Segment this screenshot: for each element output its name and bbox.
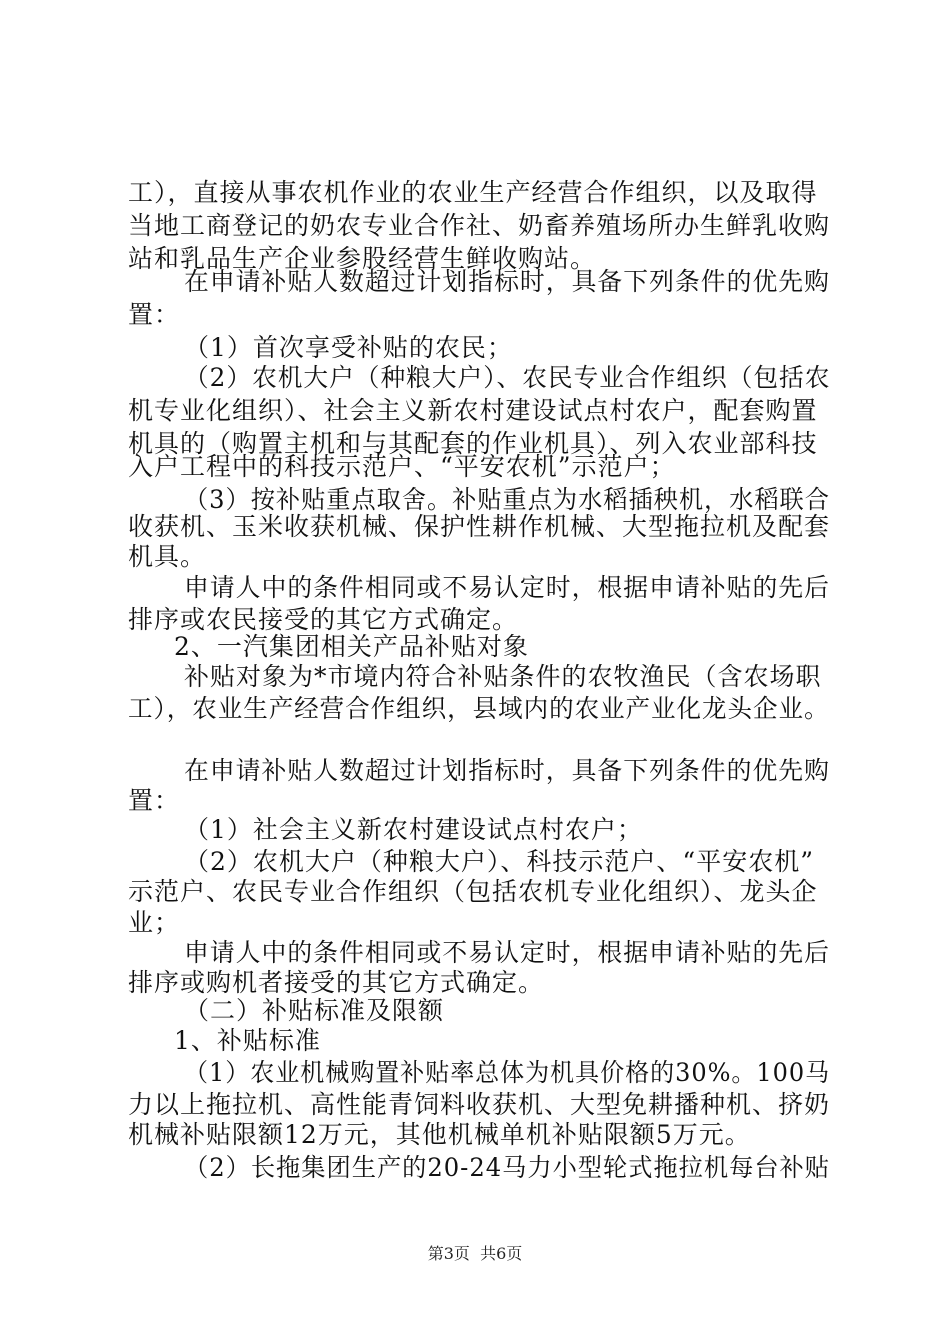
body-line: （3）按补贴重点取舍。补贴重点为水稻插秧机，水稻联合 (184, 485, 830, 514)
body-line: 收获机、玉米收获机械、保护性耕作机械、大型拖拉机及配套 (128, 512, 831, 541)
body-line: 排序或购机者接受的其它方式确定。 (128, 968, 545, 997)
section-heading: 2、一汽集团相关产品补贴对象 (174, 632, 529, 661)
body-line: 置： (128, 300, 181, 329)
body-line: 当地工商登记的奶农专业合作社、奶畜养殖场所办生鲜乳收购 (128, 211, 831, 240)
body-line: 示范户、农民专业合作组织（包括农机专业化组织）、龙头企 (128, 877, 818, 906)
body-line: （2）农机大户（种粮大户）、农民专业合作组织（包括农 (184, 363, 831, 392)
body-line: 业； (128, 908, 181, 937)
body-line: （2）长拖集团生产的20-24马力小型轮式拖拉机每台补贴 (184, 1153, 831, 1182)
body-line: （2）农机大户（种粮大户）、科技示范户、“平安农机” (184, 847, 814, 876)
body-line: 工），直接从事农机作业的农业生产经营合作组织，以及取得 (128, 178, 818, 207)
body-line: 补贴对象为*市境内符合补贴条件的农牧渔民（含农场职 (184, 662, 822, 691)
body-line: （1）社会主义新农村建设试点村农户； (184, 815, 643, 844)
body-line: 机械补贴限额12万元，其他机械单机补贴限额5万元。 (128, 1120, 751, 1149)
body-line: 置： (128, 786, 181, 815)
body-line: 力以上拖拉机、高性能青饲料收获机、大型免耕播种机、挤奶 (128, 1090, 831, 1119)
section-heading: 1、补贴标准 (174, 1026, 321, 1055)
body-line: 在申请补贴人数超过计划指标时，具备下列条件的优先购 (184, 756, 830, 785)
body-line: 机具。 (128, 542, 207, 571)
body-line: 机专业化组织）、社会主义新农村建设试点村农户，配套购置 (128, 396, 818, 425)
page-footer (0, 1244, 950, 1264)
body-line: 在申请补贴人数超过计划指标时，具备下列条件的优先购 (184, 267, 830, 296)
body-line: 站和乳品生产企业参股经营生鲜收购站。 (128, 244, 597, 273)
body-line: （1）首次享受补贴的农民； (184, 333, 513, 362)
body-line: 工），农业生产经营合作组织，县域内的农业产业化龙头企业。 (128, 694, 830, 723)
page-number: 第3页 共6页 (427, 1244, 523, 1263)
section-heading: （二）补贴标准及限额 (184, 996, 445, 1025)
body-line: 排序或农民接受的其它方式确定。 (128, 605, 519, 634)
body-line: （1）农业机械购置补贴率总体为机具价格的30%。100马 (184, 1058, 831, 1087)
body-line: 申请人中的条件相同或不易认定时，根据申请补贴的先后 (184, 573, 830, 602)
body-line: 机具的（购置主机和与其配套的作业机具）、列入农业部科技 (128, 429, 818, 458)
body-line: 入户工程中的科技示范户、“平安农机”示范户； (128, 452, 676, 481)
body-line: 申请人中的条件相同或不易认定时，根据申请补贴的先后 (184, 938, 830, 967)
